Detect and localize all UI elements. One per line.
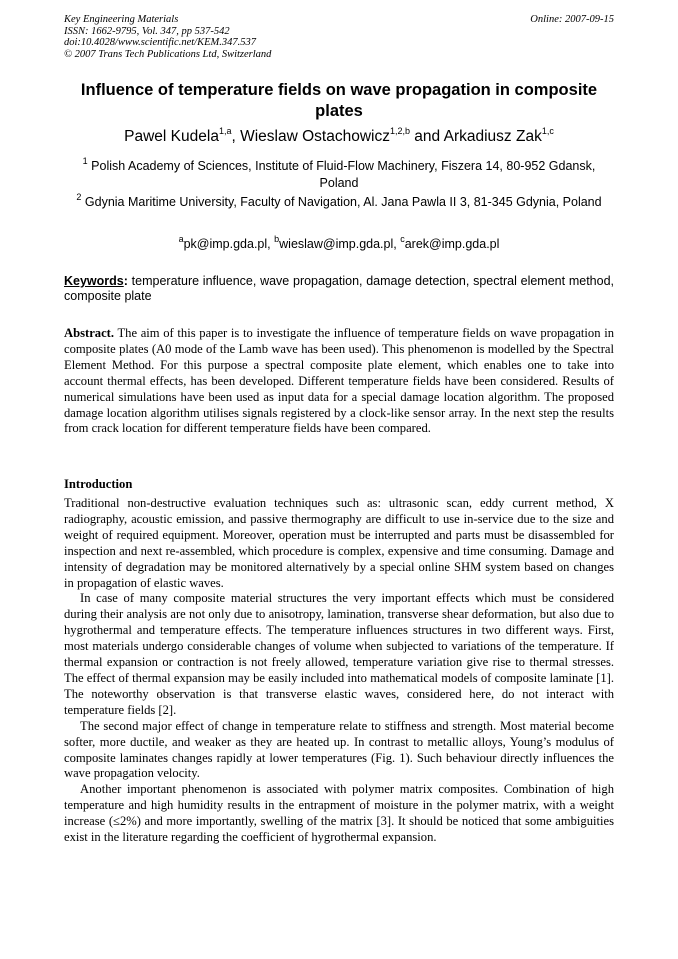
email-address[interactable]: wieslaw@imp.gda.pl [279,237,394,251]
copyright-line: © 2007 Trans Tech Publications Ltd, Switzerland [64,48,272,60]
author-list [64,127,614,147]
email-mark: a [178,233,184,244]
author-separator: and [410,128,444,145]
online-date: Online: 2007-09-15 [530,14,614,25]
email-separator: , [393,237,401,251]
email-separator: , [267,237,275,251]
author-affiliation-mark: 1,a [218,125,232,136]
affiliation-mark: 1 [82,155,88,166]
issn-line: ISSN: 1662-9795, Vol. 347, pp 537-542 [64,25,230,37]
doi-line: doi:10.4028/www.scientific.net/KEM.347.537 [64,37,256,48]
author-affiliation-mark: 1,c [541,125,554,136]
keywords-section [64,274,614,304]
paragraph: Another important phenomenon is associated with polymer matrix composites. Combination of high temperature and high humidity results in the entrapment of moisture in the polymer matrix, with a weight increase (≤2%) and more importantly, swelling of the matrix [3]. It should be noticed that some ambiguities exist in the literature regarding the coefficient of hygrothermal expansion. [64,782,614,845]
email-list [64,233,614,253]
author-name: Arkadiusz Zak [443,128,542,145]
journal-name: Key Engineering Materials [64,14,179,25]
paragraph: In case of many composite material structures the very important effects which must be considered during their analysis are not only due to anisotropy, lamination, transverse shear deformation, but also due to hygrothermal and temperature effects. The temperature influences structures in two different ways. First, most materials undergo considerable changes of volume when subjected to variations of the temperature. If thermal expansion or contraction is not freely allowed, temperature variation give rise to thermal stresses. The effect of thermal expansion may be easily included into mathematical models of composite laminate [1]. The noteworthy observation is that transverse elastic waves, considered here, do not interact with temperature fields [2]. [64,591,614,717]
keywords-colon: : [123,274,128,288]
journal-header [64,14,271,60]
affiliation [64,155,614,192]
paragraph: Traditional non-destructive evaluation techniques such as: ultrasonic scan, eddy current method, X radiography, acoustic emission, and passive thermography are difficult to use in-service due to the size and weight of required equipment. Moreover, operation must be interrupted and parts must be disassembled for inspection and next re-assembled, which procedure is complex, expensive and time consuming. Damage and intensity of degradation may be monitored alternatively by a special online SHM system based on changes in propagation of elastic waves. [64,496,614,590]
email-address[interactable]: arek@imp.gda.pl [404,237,500,251]
keywords-text: temperature influence, wave propagation, damage detection, spectral element method, composite plate [64,274,614,303]
affiliation-text: Polish Academy of Sciences, Institute of Fluid-Flow Machinery, Fiszera 14, 80-952 Gdansk, Poland [91,159,596,190]
author-name: Wieslaw Ostachowicz [240,128,390,145]
affiliation [64,191,614,211]
email-mark: c [400,233,405,244]
abstract-label: Abstract. [64,326,115,340]
paper-title: Influence of temperature fields on wave propagation in composite plates [80,81,598,120]
affiliation-mark: 2 [76,191,82,202]
author-affiliation-mark: 1,2,b [389,125,410,136]
paragraph: The second major effect of change in temperature relate to stiffness and strength. Most material become softer, more ductile, and weaker as they are heated up. In contrast to metallic alloys, Young’s modulus of composite laminates changes rapidly at lower temperatures (Fig. 1). Such behaviour directly influences the wave propagation velocity. [64,718,614,781]
email-mark: b [274,233,280,244]
section-heading: Introduction [64,477,133,491]
introduction-body [64,496,614,846]
affiliation-text: Gdynia Maritime University, Faculty of Navigation, Al. Jana Pawla II 3, 81-345 Gdynia, Poland [84,195,602,209]
keywords-label: Keywords [64,274,124,288]
email-address[interactable]: pk@imp.gda.pl [183,237,268,251]
abstract-text: The aim of this paper is to investigate the influence of temperature fields on wave propagation in composite plates (A0 mode of the Lamb wave has been used). This phenomenon is modelled by the Spectral Element Method. For this purpose a spectral composite plate element, which enables one to take into account thermal effects, has been developed. Different temperature fields have been considered. Results of numerical simulations have been used as input data for a special damage location algorithm. The proposed damage location algorithm utilises signals registered by a clock-like sensor array. In the next step the results from crack location for different temperature fields have been compared. [64,326,614,436]
author-name: Pawel Kudela [124,128,219,145]
abstract-section [64,326,614,437]
author-separator: , [231,128,241,145]
